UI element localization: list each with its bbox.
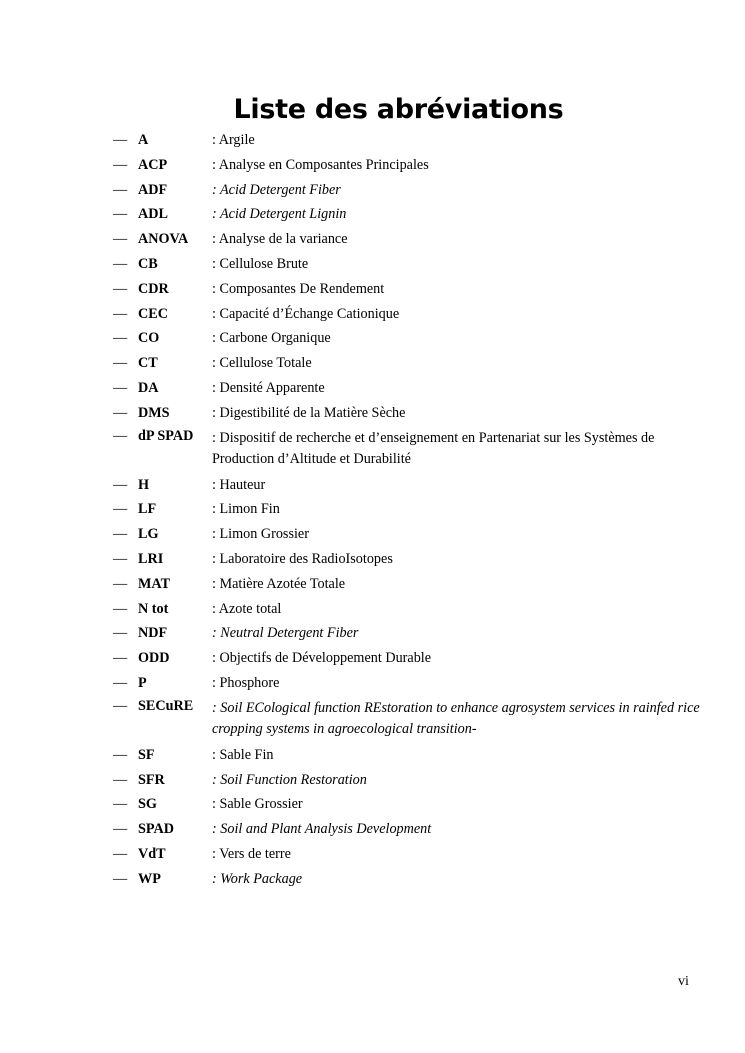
list-item [113, 202, 713, 227]
bullet-dash: — [113, 600, 128, 617]
list-item [113, 646, 713, 671]
abbreviation-definition: : Azote total [212, 600, 282, 617]
bullet-dash: — [113, 231, 128, 248]
bullet-dash: — [113, 305, 128, 322]
bullet-dash: — [113, 330, 128, 347]
list-item [113, 153, 713, 178]
abbreviation-term: ACP [138, 156, 168, 173]
list-item [113, 227, 713, 252]
abbreviation-term: SG [138, 796, 157, 813]
bullet-dash: — [113, 575, 128, 592]
abbreviation-term: CO [138, 330, 160, 347]
bullet-dash: — [113, 821, 128, 838]
abbreviation-term: CDR [138, 280, 169, 297]
abbreviation-definition: : Dispositif de recherche et d’enseignement en Partenariat sur les Systèmes de Production d’Altitude et Durabilité [212, 429, 655, 468]
bullet-dash: — [113, 355, 128, 372]
bullet-dash: — [113, 379, 128, 396]
list-item [113, 426, 713, 473]
abbreviation-definition: : Matière Azotée Totale [212, 575, 346, 592]
abbreviation-definition: : Hauteur [212, 476, 266, 493]
list-item [113, 572, 713, 597]
abbreviation-term: DA [138, 379, 159, 396]
bullet-dash: — [113, 650, 128, 667]
abbreviation-definition: : Phosphore [212, 674, 280, 691]
bullet-dash: — [113, 132, 128, 148]
abbreviation-term: P [138, 674, 147, 691]
abbreviation-list [113, 128, 713, 892]
bullet-dash: — [113, 427, 128, 444]
bullet-dash: — [113, 625, 128, 642]
bullet-dash: — [113, 526, 128, 543]
abbreviation-term: SF [138, 746, 155, 763]
page-title: Liste des abréviations [233, 94, 564, 126]
list-item [113, 277, 713, 302]
list-item [113, 326, 713, 351]
abbreviation-definition: : Limon Fin [212, 501, 280, 518]
abbreviation-definition: : Acid Detergent Lignin [212, 206, 347, 223]
bullet-dash: — [113, 796, 128, 813]
list-item [113, 867, 713, 892]
bullet-dash: — [113, 697, 128, 714]
abbreviation-term: ANOVA [138, 231, 189, 248]
bullet-dash: — [113, 501, 128, 518]
list-item [113, 128, 713, 153]
bullet-dash: — [113, 845, 128, 862]
abbreviation-term: ADL [138, 206, 168, 223]
bullet-dash: — [113, 280, 128, 297]
list-item [113, 351, 713, 376]
bullet-dash: — [113, 746, 128, 763]
abbreviation-term: VdT [138, 845, 166, 862]
abbreviation-definition: : Work Package [212, 870, 303, 887]
abbreviation-definition: : Carbone Organique [212, 330, 331, 347]
list-item [113, 842, 713, 867]
bullet-dash: — [113, 771, 128, 788]
abbreviation-definition: : Laboratoire des RadioIsotopes [212, 550, 393, 567]
abbreviation-definition: : Composantes De Rendement [212, 280, 385, 297]
list-item [113, 696, 713, 743]
abbreviation-term: SPAD [138, 821, 174, 838]
list-item [113, 671, 713, 696]
page-number: vi [678, 974, 689, 989]
abbreviation-definition: : Capacité d’Échange Cationique [212, 305, 400, 322]
abbreviation-term: N tot [138, 600, 169, 617]
list-item [113, 817, 713, 842]
list-item [113, 178, 713, 203]
bullet-dash: — [113, 181, 128, 198]
abbreviation-definition: : Densité Apparente [212, 379, 325, 396]
list-item [113, 376, 713, 401]
list-item [113, 547, 713, 572]
bullet-dash: — [113, 404, 128, 421]
abbreviation-definition: : Sable Fin [212, 746, 274, 763]
abbreviation-definition: : Cellulose Totale [212, 355, 312, 372]
list-item [113, 522, 713, 547]
list-item [113, 792, 713, 817]
abbreviation-definition: : Cellulose Brute [212, 255, 309, 272]
list-item [113, 302, 713, 327]
bullet-dash: — [113, 255, 128, 272]
abbreviation-term: ODD [138, 650, 170, 667]
abbreviation-definition: : Objectifs de Développement Durable [212, 650, 432, 667]
abbreviation-definition: : Neutral Detergent Fiber [212, 625, 359, 642]
abbreviation-term: CT [138, 355, 158, 372]
abbreviation-definition: : Analyse de la variance [212, 231, 348, 248]
abbreviation-term: LG [138, 526, 159, 543]
list-item [113, 597, 713, 622]
abbreviation-term: DMS [138, 404, 170, 421]
abbreviation-definition: : Argile [212, 132, 255, 148]
abbreviation-term: WP [138, 870, 161, 887]
abbreviation-definition: : Analyse en Composantes Principales [212, 156, 429, 173]
abbreviation-term: LRI [138, 550, 164, 567]
abbreviation-term: SFR [138, 771, 165, 788]
abbreviation-term: dP SPAD [138, 427, 194, 444]
bullet-dash: — [113, 206, 128, 223]
abbreviation-term: A [138, 132, 149, 148]
abbreviation-definition: : Vers de terre [212, 845, 291, 862]
abbreviation-term: H [138, 476, 150, 493]
bullet-dash: — [113, 870, 128, 887]
abbreviation-term: CEC [138, 305, 168, 322]
abbreviation-definition: : Soil Function Restoration [212, 771, 367, 788]
abbreviation-term: NDF [138, 625, 168, 642]
list-item [113, 768, 713, 793]
abbreviation-term: ADF [138, 181, 168, 198]
list-item [113, 401, 713, 426]
list-item [113, 252, 713, 277]
list-item [113, 473, 713, 498]
abbreviation-term: CB [138, 255, 158, 272]
list-item [113, 743, 713, 768]
bullet-dash: — [113, 550, 128, 567]
list-item [113, 497, 713, 522]
abbreviation-definition: : Acid Detergent Fiber [212, 181, 341, 198]
abbreviation-definition: : Digestibilité de la Matière Sèche [212, 404, 406, 421]
list-item [113, 621, 713, 646]
abbreviation-term: LF [138, 501, 157, 518]
abbreviation-definition: : Limon Grossier [212, 526, 309, 543]
abbreviation-definition: : Soil and Plant Analysis Development [212, 821, 432, 838]
abbreviation-definition: : Sable Grossier [212, 796, 303, 813]
bullet-dash: — [113, 674, 128, 691]
bullet-dash: — [113, 156, 128, 173]
bullet-dash: — [113, 476, 128, 493]
abbreviation-term: SECuRE [138, 697, 194, 714]
abbreviation-term: MAT [138, 575, 171, 592]
abbreviation-definition: : Soil ECological function REstoration to enhance agrosystem services in rainfed rice cropping systems in agroecological transition- [212, 699, 700, 738]
